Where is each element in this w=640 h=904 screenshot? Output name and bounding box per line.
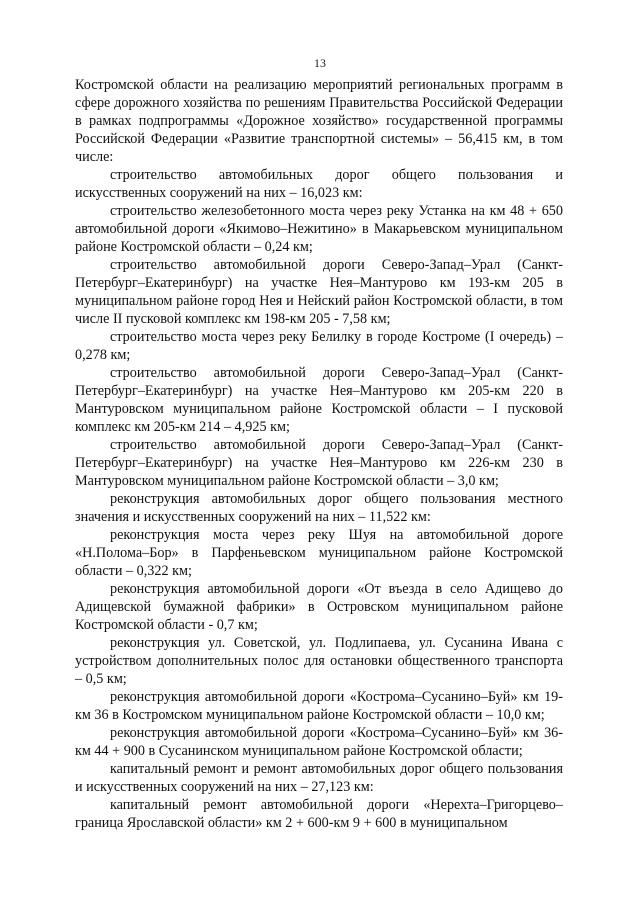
- paragraph: строительство железобетонного моста через реку Устанка на км 48 + 650 автомобильной дороги «Якимово–Нежитино» в Макарьевском муниципальном районе Костромской области – 0,24 км;: [75, 203, 563, 255]
- paragraph: строительство автомобильной дороги Северо-Запад–Урал (Санкт-Петербург–Екатеринбург) на участке Нея–Мантурово км 226-км 230 в Мантуровском муниципальном районе Костромской области – 3,0 км;: [75, 437, 563, 489]
- paragraph: реконструкция автомобильной дороги «Кострома–Сусанино–Буй» км 19-км 36 в Костромском муниципальном районе Костромской области – 10,0 км;: [75, 689, 563, 723]
- paragraph: реконструкция автомобильных дорог общего пользования местного значения и искусственных сооружений на них – 11,522 км:: [75, 491, 563, 525]
- paragraph: капитальный ремонт автомобильной дороги «Нерехта–Григорцево–граница Ярославской области» км 2 + 600-км 9 + 600 в муниципальном: [75, 797, 563, 831]
- paragraph: строительство автомобильной дороги Северо-Запад–Урал (Санкт-Петербург–Екатеринбург) на участке Нея–Мантурово км 193-км 205 в муниципальном районе город Нея и Нейский район Костромской области, в том числе II пусковой комплекс км 198-км 205 - 7,58 км;: [75, 257, 563, 327]
- paragraph: реконструкция ул. Советской, ул. Подлипаева, ул. Сусанина Ивана с устройством дополнительных полос для остановки общественного транспорта – 0,5 км;: [75, 635, 563, 687]
- paragraph: капитальный ремонт и ремонт автомобильных дорог общего пользования и искусственных сооружений на них – 27,123 км:: [75, 761, 563, 795]
- paragraph: строительство автомобильной дороги Северо-Запад–Урал (Санкт-Петербург–Екатеринбург) на участке Нея–Мантурово км 205-км 220 в Мантуровском муниципальном районе Костромской области – I пусковой комплекс км 205-км 214 – 4,925 км;: [75, 365, 563, 435]
- paragraph: строительство автомобильных дорог общего пользования и искусственных сооружений на них – 16,023 км:: [75, 167, 563, 201]
- paragraph: Костромской области на реализацию мероприятий региональных программ в сфере дорожного хозяйства по решениям Правительства Российской Федерации в рамках подпрограммы «Дорожное хозяйство» государственной программы Российской Федерации «Развитие транспортной системы» – 56,415 км, в том числе:: [75, 77, 563, 165]
- paragraph: реконструкция автомобильной дороги «Кострома–Сусанино–Буй» км 36-км 44 + 900 в Сусанинском муниципальном районе Костромской области;: [75, 725, 563, 759]
- page-number: 13: [314, 56, 326, 70]
- document-body: [75, 76, 563, 832]
- paragraph: строительство моста через реку Белилку в городе Костроме (I очередь) – 0,278 км;: [75, 329, 563, 363]
- paragraph: реконструкция автомобильной дороги «От въезда в село Адищево до Адищевской бумажной фабрики» в Островском муниципальном районе Костромской области - 0,7 км;: [75, 581, 563, 633]
- paragraph: реконструкция моста через реку Шуя на автомобильной дороге «Н.Полома–Бор» в Парфеньевском муниципальном районе Костромской области – 0,322 км;: [75, 527, 563, 579]
